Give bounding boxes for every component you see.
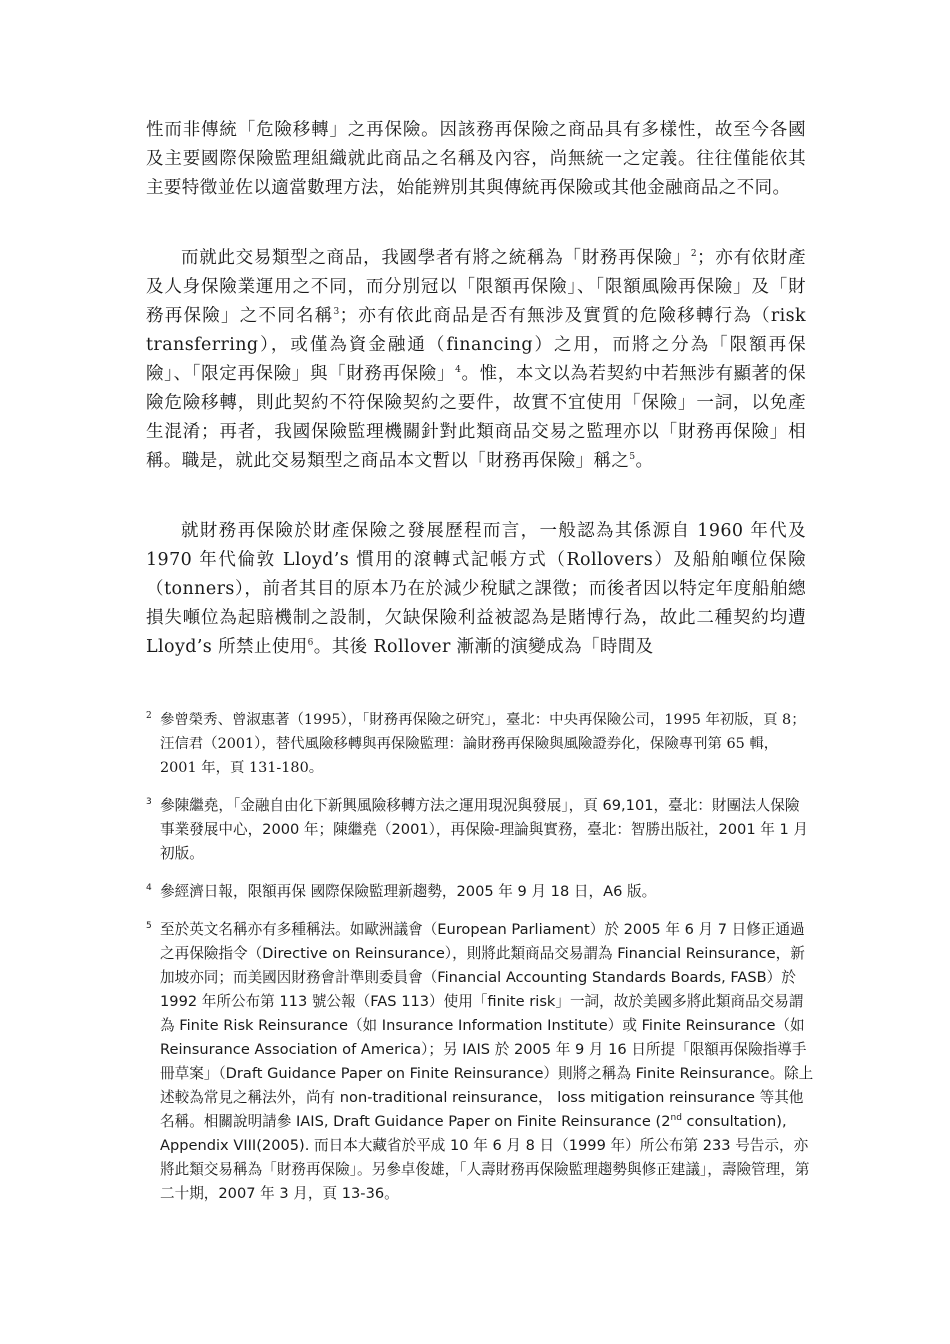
footnote-3-mark: 3 [146,797,152,807]
footnote-ref-6[interactable]: 6 [307,638,314,649]
footnote-3-text: 參陳繼堯，「金融自由化下新興風險移轉方法之運用現況與發展」，頁 69,101，臺北：財團法人保險事業發展中心，2000 年；陳繼堯（2001），再保險-理論與實務，臺北：智勝出版社，2001 年 1 月初版。 [160,797,809,862]
footnote-ref-5[interactable]: 5 [629,452,636,463]
footnote-5-text [160,918,814,1206]
paragraph-2-text-e: 。 [635,451,654,471]
footnote-3 [146,794,814,866]
footnote-2-mark: 2 [146,711,152,721]
paragraph-3 [146,517,806,662]
paragraph-1 [146,116,806,203]
footnotes-section [146,708,814,1220]
footnote-5-text-b: consultation), Appendix VIII(2005). 而日本大藏省於平成 10 年 6 月 8 日（1999 年）所公布第 233 号告示，亦將此類交易稱為「財務再保險」。另參卓俊雄，「人壽財務再保險監理趨勢與修正建議」，壽險管理，第二十期，2007 年 3 月，頁 13-36。 [160,1113,810,1202]
footnote-5-sup: nd [670,1113,682,1124]
footnote-4 [146,880,814,904]
footnote-4-text: 參經濟日報，限額再保 國際保險監理新趨勢，2005 年 9 月 18 日，A6 版。 [160,883,657,900]
paragraph-2-text-b: ；亦有依財產及人身保險業運用之不同，而分別冠以「限額再保險」、「限額風險再保險」及「財務再保險」之不同名稱 [146,248,806,326]
paragraph-2 [146,244,806,476]
footnote-5-text-a: 至於英文名稱亦有多種稱法。如歐洲議會（European Parliament）於 2005 年 6 月 7 日修正通過之再保險指令（Directive on Reinsurance），則將此類商品交易謂為 Financial Reinsurance，新加坡亦同；而美國因財務會計準則委員會（Financial Accounting Standards Boards, FASB）於 1992 年所公布第 113 號公報（FAS 113）使用「finite risk」一詞，故於美國多將此類商品交易謂為 Finite Risk Reinsurance（如 Insurance Information Institute）或 Finite Reinsurance（如 Reinsurance Association of America）；另 IAIS 於 2005 年 9 月 16 日所提「限額再保險指導手冊草案」（Draft Guidance Paper on Finite Reinsurance）則將之稱為 Finite Reinsurance。除上述較為常見之稱法外，尚有 non-traditional reinsurance， loss mitigation reinsurance 等其他名稱。相關說明請參 IAIS, Draft Guidance Paper on Finite Reinsurance (2 [160,921,814,1130]
footnote-5 [146,918,814,1206]
footnote-ref-3[interactable]: 3 [333,307,340,318]
paragraph-3-text-b: 。其後 Rollover 漸漸的演變成為「時間及 [313,637,654,657]
footnote-ref-2[interactable]: 2 [690,249,698,260]
paragraph-3-text-a: 就財務再保險於財產保險之發展歷程而言，一般認為其係源自 1960 年代及 1970 年代倫敦 Lloyd’s 慣用的滾轉式記帳方式（Rollovers）及船舶噸位保險（tonners），前者其目的原本乃在於減少稅賦之課徵；而後者因以特定年度船舶總損失噸位為起賠機制之設制，欠缺保險利益被認為是賭博行為，故此二種契約均遭 Lloyd’s 所禁止使用 [146,521,806,657]
footnote-5-mark: 5 [146,921,152,931]
paragraph-2-text-c: ；亦有依此商品是否有無涉及實質的危險移轉行為（risk transferring），或僅為資金融通（financing）之用，而將之分為「限額再保險」、「限定再保險」與「財務再保險」 [146,306,806,384]
paragraph-1-text: 性而非傳統「危險移轉」之再保險。因該務再保險之商品具有多樣性，故至今各國及主要國際保險監理組織就此商品之名稱及內容，尚無統一之定義。往往僅能依其主要特徵並佐以適當數理方法，始能辨別其與傳統再保險或其他金融商品之不同。 [146,120,806,198]
footnote-2-text: 參曾榮秀、曾淑惠著（1995），「財務再保險之研究」，臺北：中央再保險公司，1995 年初版，頁 8；汪信君（2001），替代風險移轉與再保險監理：論財務再保險與風險證券化，保險專刊第 65 輯，2001 年，頁 131-180。 [160,712,806,776]
footnote-2 [146,708,814,780]
footnote-4-mark: 4 [146,883,152,893]
footnote-ref-4[interactable]: 4 [455,365,462,376]
paragraph-2-text-d: 。惟，本文以為若契約中若無涉有顯著的保險危險移轉，則此契約不符保險契約之要件，故實不宜使用「保險」一詞，以免產生混淆；再者，我國保險監理機關針對此類商品交易之監理亦以「財務再保險」相稱。職是，就此交易類型之商品本文暫以「財務再保險」稱之 [146,364,806,471]
paragraph-2-text-a: 而就此交易類型之商品，我國學者有將之統稱為「財務再保險」 [181,248,691,268]
